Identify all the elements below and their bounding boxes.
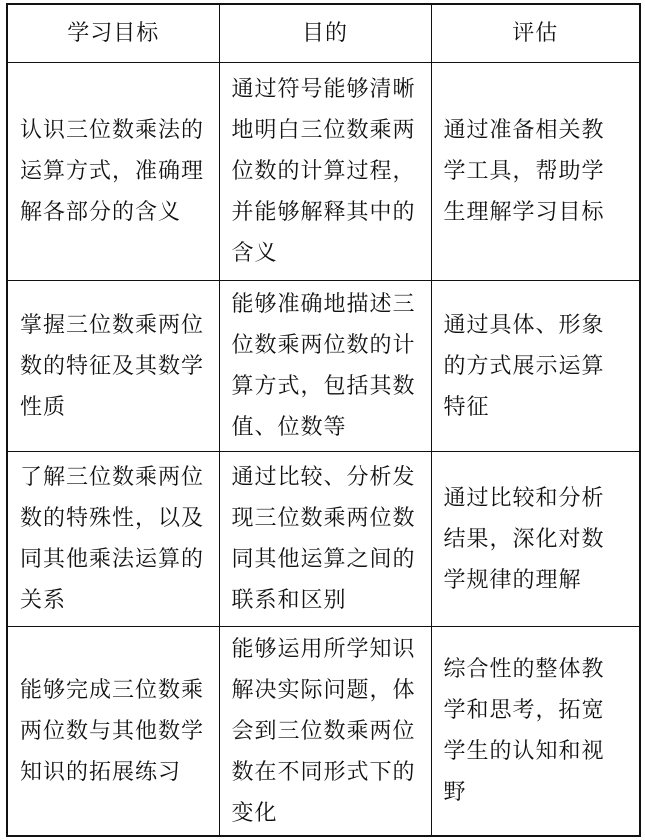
header-purpose: 目的 — [219, 4, 431, 63]
table-row — [7, 63, 640, 281]
purpose-cell: 能够准确地描述三位数乘两位数的计算方式，包括其数值、位数等 — [219, 281, 431, 452]
table-row — [7, 627, 640, 837]
goal-cell: 了解三位数乘两位数的特殊性，以及同其他乘法运算的关系 — [7, 452, 219, 627]
assessment-cell: 通过具体、形象的方式展示运算特征 — [431, 281, 640, 452]
purpose-cell: 通过符号能够清晰地明白三位数乘两位数的计算过程，并能够解释其中的含义 — [219, 63, 431, 281]
learning-goals-table — [6, 3, 641, 837]
table-row — [7, 452, 640, 627]
purpose-cell: 能够运用所学知识解决实际问题，体会到三位数乘两位数在不同形式下的变化 — [219, 627, 431, 837]
table-header-row — [7, 4, 640, 63]
goal-cell: 认识三位数乘法的运算方式，准确理解各部分的含义 — [7, 63, 219, 281]
assessment-cell: 通过比较和分析结果，深化对数学规律的理解 — [431, 452, 640, 627]
header-assessment: 评估 — [431, 4, 640, 63]
assessment-cell: 通过准备相关教学工具，帮助学生理解学习目标 — [431, 63, 640, 281]
goal-cell: 掌握三位数乘两位数的特征及其数学性质 — [7, 281, 219, 452]
goal-cell: 能够完成三位数乘两位数与其他数学知识的拓展练习 — [7, 627, 219, 837]
header-learning-goal: 学习目标 — [7, 4, 219, 63]
purpose-cell: 通过比较、分析发现三位数乘两位数同其他运算之间的联系和区别 — [219, 452, 431, 627]
assessment-cell: 综合性的整体教学和思考，拓宽学生的认知和视野 — [431, 627, 640, 837]
table-row — [7, 281, 640, 452]
